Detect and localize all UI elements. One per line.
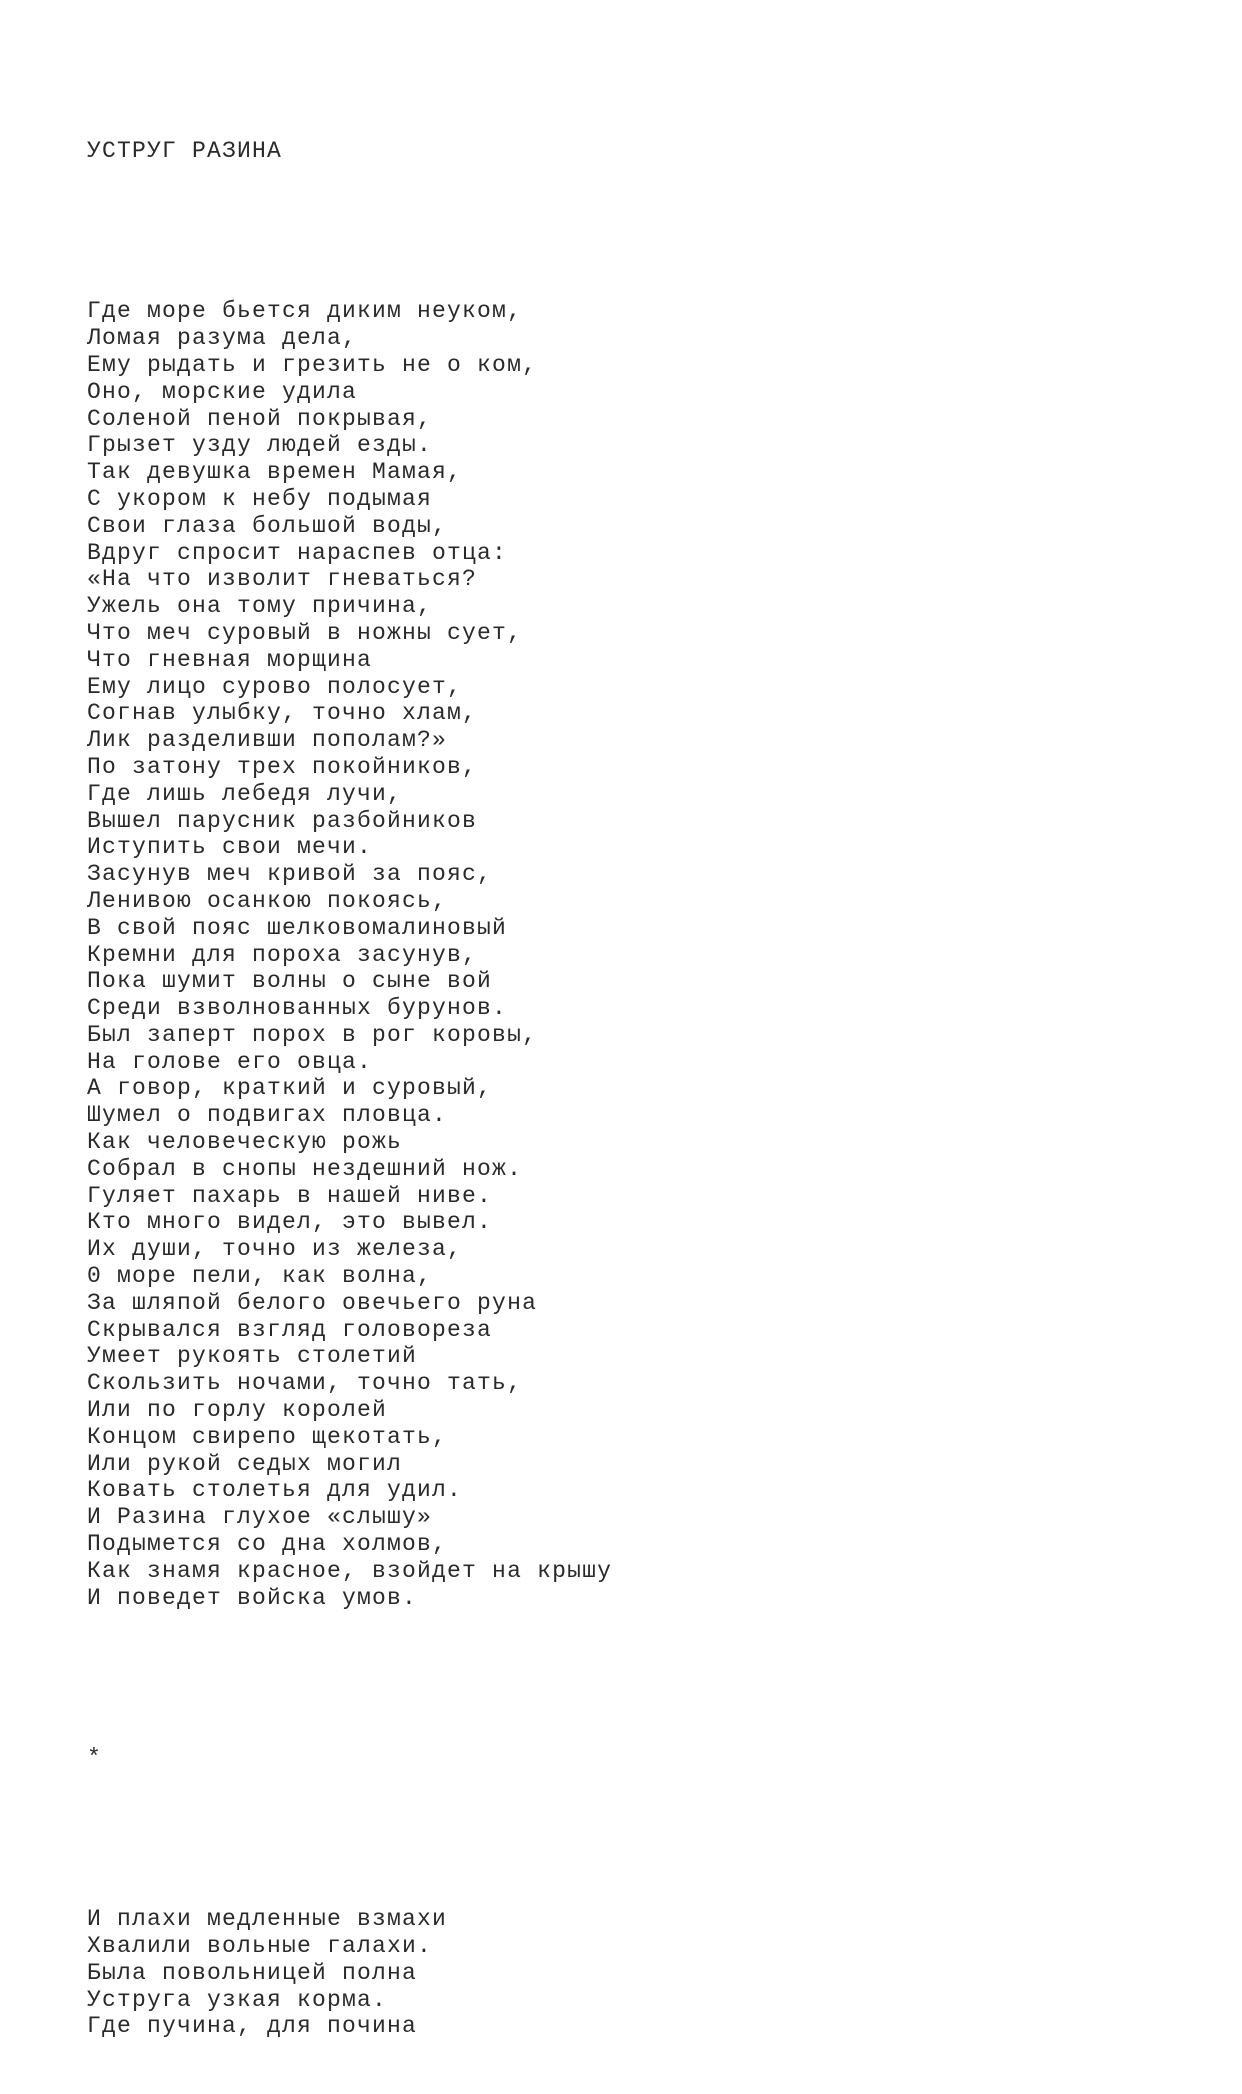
poem-line: Где пучина, для почина xyxy=(87,2013,418,2040)
poem-line: Концом свирепо щекотать, xyxy=(87,1423,448,1450)
blank-line xyxy=(87,1665,612,1692)
poem-text xyxy=(87,84,612,2094)
poem-line: Ему рыдать и грезить не о ком, xyxy=(87,351,538,378)
poem-line: И плахи медленные взмахи xyxy=(87,1906,448,1933)
poem-line: Свои глаза большой воды, xyxy=(87,512,448,539)
poem-line: Грызет узду людей езды. xyxy=(87,432,433,459)
poem-line: Собрал в снопы нездешний нож. xyxy=(87,1155,523,1182)
poem-line: Оно, морские удила xyxy=(87,378,358,405)
poem-line: Соленой пеной покрывая, xyxy=(87,405,433,432)
poem-line: Или рукой седых могил xyxy=(87,1450,403,1477)
poem-line: Хвалили вольные галахи. xyxy=(87,1932,433,1959)
poem-line: Где море бьется диким неуком, xyxy=(87,298,523,325)
poem-line: В свой пояс шелковомалиновый xyxy=(87,914,508,941)
poem-line: Скрывался взгляд головореза xyxy=(87,1316,493,1343)
poem-line: Гуляет пахарь в нашей ниве. xyxy=(87,1182,493,1209)
poem-line: «На что изволит гневаться? xyxy=(87,566,478,593)
section-separator: * xyxy=(87,1745,103,1772)
poem-line: Подымется со дна холмов, xyxy=(87,1531,448,1558)
poem-line: Вышел парусник разбойников xyxy=(87,807,478,834)
poem-line: Умеет рукоять столетий xyxy=(87,1343,418,1370)
poem-line: Кто много видел, это вывел. xyxy=(87,1209,493,1236)
poem-line: Что гневная морщина xyxy=(87,646,373,673)
poem-line: Ленивою осанкою покоясь, xyxy=(87,887,448,914)
poem-line: Пока шумит волны о сыне вой xyxy=(87,968,493,995)
blank-line xyxy=(87,218,612,245)
poem-line: Ему лицо сурово полосует, xyxy=(87,673,463,700)
poem-title: УСТРУГ РАЗИНА xyxy=(87,137,283,164)
poem-line: Среди взволнованных бурунов. xyxy=(87,995,508,1022)
poem-line: Где лишь лебедя лучи, xyxy=(87,780,403,807)
poem-line: А говор, краткий и суровый, xyxy=(87,1075,493,1102)
poem-line: И поведет войска умов. xyxy=(87,1584,418,1611)
poem-line: 0 море пели, как волна, xyxy=(87,1263,433,1290)
poem-line: Или по горлу королей xyxy=(87,1397,388,1424)
poem-line: Ужель она тому причина, xyxy=(87,593,433,620)
stanza-1 xyxy=(87,298,612,1611)
poem-line: Был заперт порох в рог коровы, xyxy=(87,1021,538,1048)
poem-line: Уструга узкая корма. xyxy=(87,1986,388,2013)
poem-line: Ковать столетья для удил. xyxy=(87,1477,463,1504)
poem-line: По затону трех покойников, xyxy=(87,753,478,780)
poem-line: Была повольницей полна xyxy=(87,1959,418,1986)
poem-line: С укором к небу подымая xyxy=(87,485,433,512)
poem-line: Иступить свои мечи. xyxy=(87,834,373,861)
poem-line: Так девушка времен Мамая, xyxy=(87,459,463,486)
poem-line: Засунув меч кривой за пояс, xyxy=(87,861,493,888)
poem-line: Шумел о подвигах пловца. xyxy=(87,1102,448,1129)
poem-line: Их души, точно из железа, xyxy=(87,1236,463,1263)
blank-line xyxy=(87,1826,612,1853)
poem-line: И Разина глухое «слышу» xyxy=(87,1504,433,1531)
poem-line: Кремни для пороха засунув, xyxy=(87,941,478,968)
stanza-2 xyxy=(87,1906,612,2040)
poem-line: Как знамя красное, взойдет на крышу xyxy=(87,1557,613,1584)
poem-line: Согнав улыбку, точно хлам, xyxy=(87,700,478,727)
poem-line: Ломая разума дела, xyxy=(87,325,358,352)
poem-line: Что меч суровый в ножны сует, xyxy=(87,619,523,646)
poem-line: За шляпой белого овечьего руна xyxy=(87,1289,538,1316)
poem-line: Вдруг спросит нараспев отца: xyxy=(87,539,508,566)
poem-line: Лик разделивши пополам?» xyxy=(87,727,448,754)
poem-line: На голове его овца. xyxy=(87,1048,373,1075)
poem-line: Скользить ночами, точно тать, xyxy=(87,1370,523,1397)
poem-line: Как человеческую рожь xyxy=(87,1129,403,1156)
